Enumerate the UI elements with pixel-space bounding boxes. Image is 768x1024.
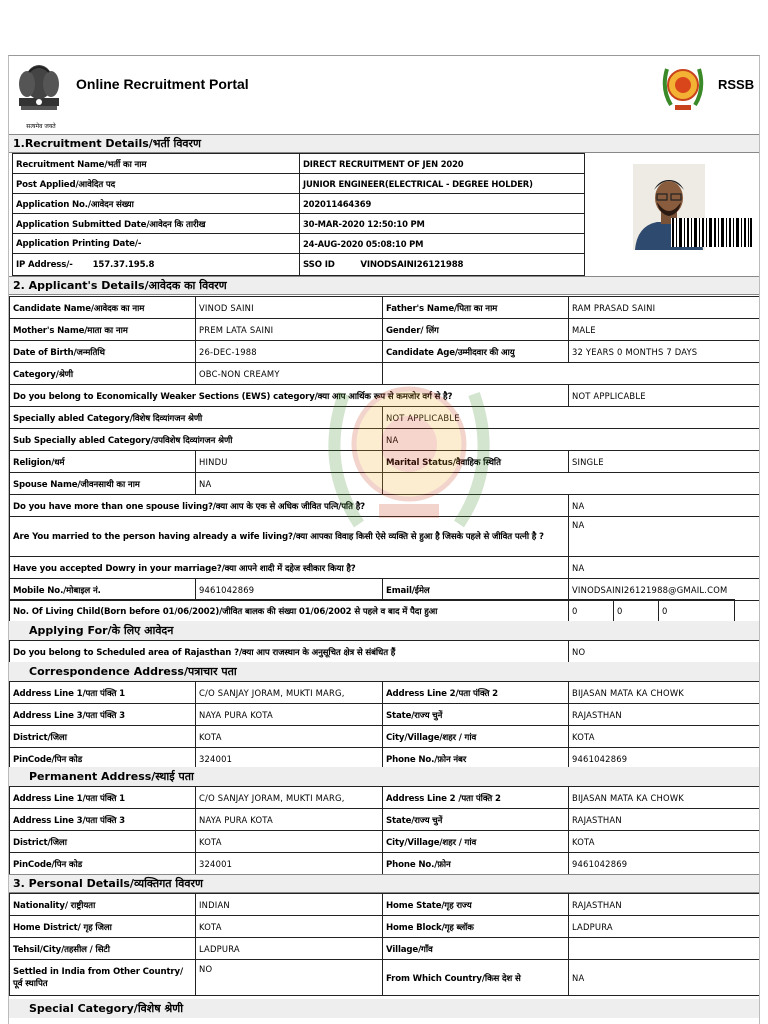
mother-name-label: Mother's Name/माता का नाम — [10, 319, 196, 341]
personal-table — [9, 893, 760, 996]
village-label: Village/गाँव — [383, 938, 569, 960]
national-emblem-icon — [15, 60, 63, 126]
corr-phone-value: 9461042869 — [569, 748, 760, 770]
category-value: OBC-NON CREAMY — [196, 363, 383, 385]
perm-state-value: RAJASTHAN — [569, 809, 760, 831]
applicant-table — [9, 296, 760, 601]
corr-city-label: City/Village/शहर / गांव — [383, 726, 569, 748]
corr-city-value: KOTA — [569, 726, 760, 748]
perm-district-value: KOTA — [196, 831, 383, 853]
home-block-value: LADPURA — [569, 916, 760, 938]
correspondence-title: Correspondence Address/पत्राचार पता — [9, 662, 760, 681]
rssb-logo-icon — [659, 61, 707, 115]
sso-id-label: SSO ID — [303, 259, 335, 270]
permanent-title: Permanent Address/स्थाई पता — [9, 767, 760, 786]
recruitment-table — [12, 153, 585, 276]
specially-abled-value: NOT APPLICABLE — [383, 407, 760, 429]
corr-district-label: District/जिला — [10, 726, 196, 748]
corr-pincode-value: 324001 — [196, 748, 383, 770]
application-no-value: 202011464369 — [300, 194, 585, 214]
dowry-value: NA — [569, 557, 760, 579]
form-header — [9, 56, 760, 132]
home-district-value: KOTA — [196, 916, 383, 938]
home-district-label: Home District/ गृह जिला — [10, 916, 196, 938]
application-form-page — [8, 55, 760, 1024]
dob-value: 26-DEC-1988 — [196, 341, 383, 363]
sso-id-cell — [300, 254, 585, 276]
ip-address-cell — [13, 254, 300, 276]
printing-date-label: Application Printing Date/- — [13, 234, 300, 254]
age-label: Candidate Age/उम्मीदवार की आयु — [383, 341, 569, 363]
personal-section-title: 3. Personal Details/व्यक्तिगत विवरण — [9, 874, 760, 893]
applying-for-title: Applying For/के लिए आवेदन — [9, 621, 760, 640]
perm-city-value: KOTA — [569, 831, 760, 853]
nationality-value: INDIAN — [196, 894, 383, 916]
religion-label: Religion/धर्म — [10, 451, 196, 473]
perm-line1-value: C/O SANJAY JORAM, MUKTI MARG, — [196, 787, 383, 809]
emblem-caption: सत्यमेव जयते — [26, 123, 56, 130]
mobile-value: 9461042869 — [196, 579, 383, 601]
candidate-name-label: Candidate Name/आवेदक का नाम — [10, 297, 196, 319]
perm-pincode-value: 324001 — [196, 853, 383, 875]
ews-value: NOT APPLICABLE — [569, 385, 760, 407]
living-children-label: No. Of Living Child(Born before 01/06/2002)/जीवित बालक की संख्या 01/06/2002 से पहले व बाद में पैदा हुआ — [10, 600, 569, 622]
tehsil-value: LADPURA — [196, 938, 383, 960]
perm-pincode-label: PinCode/पिन कोड — [10, 853, 196, 875]
perm-line3-label: Address Line 3/पता पंक्ति 3 — [10, 809, 196, 831]
scheduled-area-value: NO — [569, 641, 760, 663]
married-wife-value: NA — [569, 517, 760, 557]
age-value: 32 YEARS 0 MONTHS 7 DAYS — [569, 341, 760, 363]
perm-phone-label: Phone No./फ़ोन — [383, 853, 569, 875]
children-count-total: 0 — [659, 600, 735, 622]
portal-title: Online Recruitment Portal — [76, 76, 249, 92]
settled-value: NO — [196, 960, 383, 996]
printing-date-value: 24-AUG-2020 05:08:10 PM — [300, 234, 585, 254]
father-name-label: Father's Name/पिता का नाम — [383, 297, 569, 319]
submitted-date-value: 30-MAR-2020 12:50:10 PM — [300, 214, 585, 234]
gender-label: Gender/ लिंग — [383, 319, 569, 341]
multi-spouse-label: Do you have more than one spouse living?/क्या आप के एक से अधिक जीवित पत्नि/पति है? — [10, 495, 569, 517]
candidate-name-value: VINOD SAINI — [196, 297, 383, 319]
permanent-table — [9, 786, 760, 875]
corr-district-value: KOTA — [196, 726, 383, 748]
children-count-before: 0 — [569, 600, 614, 622]
home-state-label: Home State/गृह राज्य — [383, 894, 569, 916]
perm-line1-label: Address Line 1/पता पंक्ति 1 — [10, 787, 196, 809]
perm-line2-label: Address Line 2 /पता पंक्ति 2 — [383, 787, 569, 809]
dowry-label: Have you accepted Dowry in your marriage?/क्या आपने शादी में दहेज स्वीकार किया है? — [10, 557, 569, 579]
corr-state-label: State/राज्य चुनें — [383, 704, 569, 726]
application-no-label: Application No./आवेदन संख्या — [13, 194, 300, 214]
corr-phone-label: Phone No./फ़ोन नंबर — [383, 748, 569, 770]
mother-name-value: PREM LATA SAINI — [196, 319, 383, 341]
corr-line1-value: C/O SANJAY JORAM, MUKTI MARG, — [196, 682, 383, 704]
perm-line2-value: BIJASAN MATA KA CHOWK — [569, 787, 760, 809]
recruitment-section-title: 1.Recruitment Details/भर्ती विवरण — [9, 134, 760, 153]
barcode-icon — [671, 218, 753, 247]
empty-cell — [383, 473, 760, 495]
empty-cell — [383, 363, 760, 385]
sub-specially-abled-label: Sub Specially abled Category/उपविशेष दिव्यांगजन श्रेणी — [10, 429, 383, 451]
applicant-section-title: 2. Applicant's Details/आवेदक का विवरण — [9, 276, 760, 295]
married-wife-label: Are You married to the person having already a wife living?/क्या आपका विवाह किसी ऐसे व्यक्ति से हुआ है जिसके पहले से जीवित पत्नी है ? — [10, 517, 569, 557]
org-name: RSSB — [718, 77, 755, 92]
corr-state-value: RAJASTHAN — [569, 704, 760, 726]
corr-pincode-label: PinCode/पिन कोड — [10, 748, 196, 770]
corr-line3-value: NAYA PURA KOTA — [196, 704, 383, 726]
special-category-title: Special Category/विशेष श्रेणी — [9, 999, 760, 1018]
perm-state-label: State/राज्य चुनें — [383, 809, 569, 831]
mobile-label: Mobile No./मोबाइल नं. — [10, 579, 196, 601]
corr-line1-label: Address Line 1/पता पंक्ति 1 — [10, 682, 196, 704]
corr-line3-label: Address Line 3/पता पंक्ति 3 — [10, 704, 196, 726]
category-label: Category/श्रेणी — [10, 363, 196, 385]
dob-label: Date of Birth/जन्मतिथि — [10, 341, 196, 363]
home-block-label: Home Block/गृह ब्लॉक — [383, 916, 569, 938]
correspondence-table — [9, 681, 760, 770]
multi-spouse-value: NA — [569, 495, 760, 517]
post-applied-label: Post Applied/आवेदित पद — [13, 174, 300, 194]
from-country-value: NA — [569, 960, 760, 996]
perm-district-label: District/जिला — [10, 831, 196, 853]
tehsil-label: Tehsil/City/तहसील / सिटी — [10, 938, 196, 960]
post-applied-value: JUNIOR ENGINEER(ELECTRICAL - DEGREE HOLDER) — [300, 174, 585, 194]
gender-value: MALE — [569, 319, 760, 341]
email-label: Email/ईमेल — [383, 579, 569, 601]
from-country-label: From Which Country/किस देश से — [383, 960, 569, 996]
ip-address-label: IP Address/- — [16, 259, 73, 270]
recruitment-name-value: DIRECT RECRUITMENT OF JEN 2020 — [300, 154, 585, 174]
home-state-value: RAJASTHAN — [569, 894, 760, 916]
children-count-after: 0 — [614, 600, 659, 622]
corr-line2-label: Address Line 2/पता पंक्ति 2 — [383, 682, 569, 704]
settled-label: Settled in India from Other Country/पूर्व स्थापित — [10, 960, 196, 996]
perm-line3-value: NAYA PURA KOTA — [196, 809, 383, 831]
village-value — [569, 938, 760, 960]
perm-phone-value: 9461042869 — [569, 853, 760, 875]
religion-value: HINDU — [196, 451, 383, 473]
scheduled-area-label: Do you belong to Scheduled area of Rajasthan ?/क्या आप राजस्थान के अनुसूचित क्षेत्र से संबंधित हैं — [10, 641, 569, 663]
recruitment-name-label: Recruitment Name/भर्ती का नाम — [13, 154, 300, 174]
spouse-name-value: NA — [196, 473, 383, 495]
perm-city-label: City/Village/शहर / गांव — [383, 831, 569, 853]
ip-address-value: 157.37.195.8 — [92, 259, 155, 270]
submitted-date-label: Application Submitted Date/आवेदन कि तारीख — [13, 214, 300, 234]
sub-specially-abled-value: NA — [383, 429, 760, 451]
applying-for-table — [9, 640, 760, 663]
ews-label: Do you belong to Economically Weaker Sections (EWS) category/क्या आप आर्थिक रूप से कमजोर वर्ग से है? — [10, 385, 569, 407]
email-value: VINODSAINI26121988@GMAIL.COM — [569, 579, 760, 601]
empty-cell — [735, 600, 760, 622]
children-table — [9, 599, 760, 622]
corr-line2-value: BIJASAN MATA KA CHOWK — [569, 682, 760, 704]
spouse-name-label: Spouse Name/जीवनसाथी का नाम — [10, 473, 196, 495]
marital-status-value: SINGLE — [569, 451, 760, 473]
sso-id-value: VINODSAINI26121988 — [360, 259, 464, 270]
marital-status-label: Marital Status/वैवाहिक स्थिति — [383, 451, 569, 473]
father-name-value: RAM PRASAD SAINI — [569, 297, 760, 319]
nationality-label: Nationality/ राष्ट्रीयता — [10, 894, 196, 916]
specially-abled-label: Specially abled Category/विशेष दिव्यांगजन श्रेणी — [10, 407, 383, 429]
